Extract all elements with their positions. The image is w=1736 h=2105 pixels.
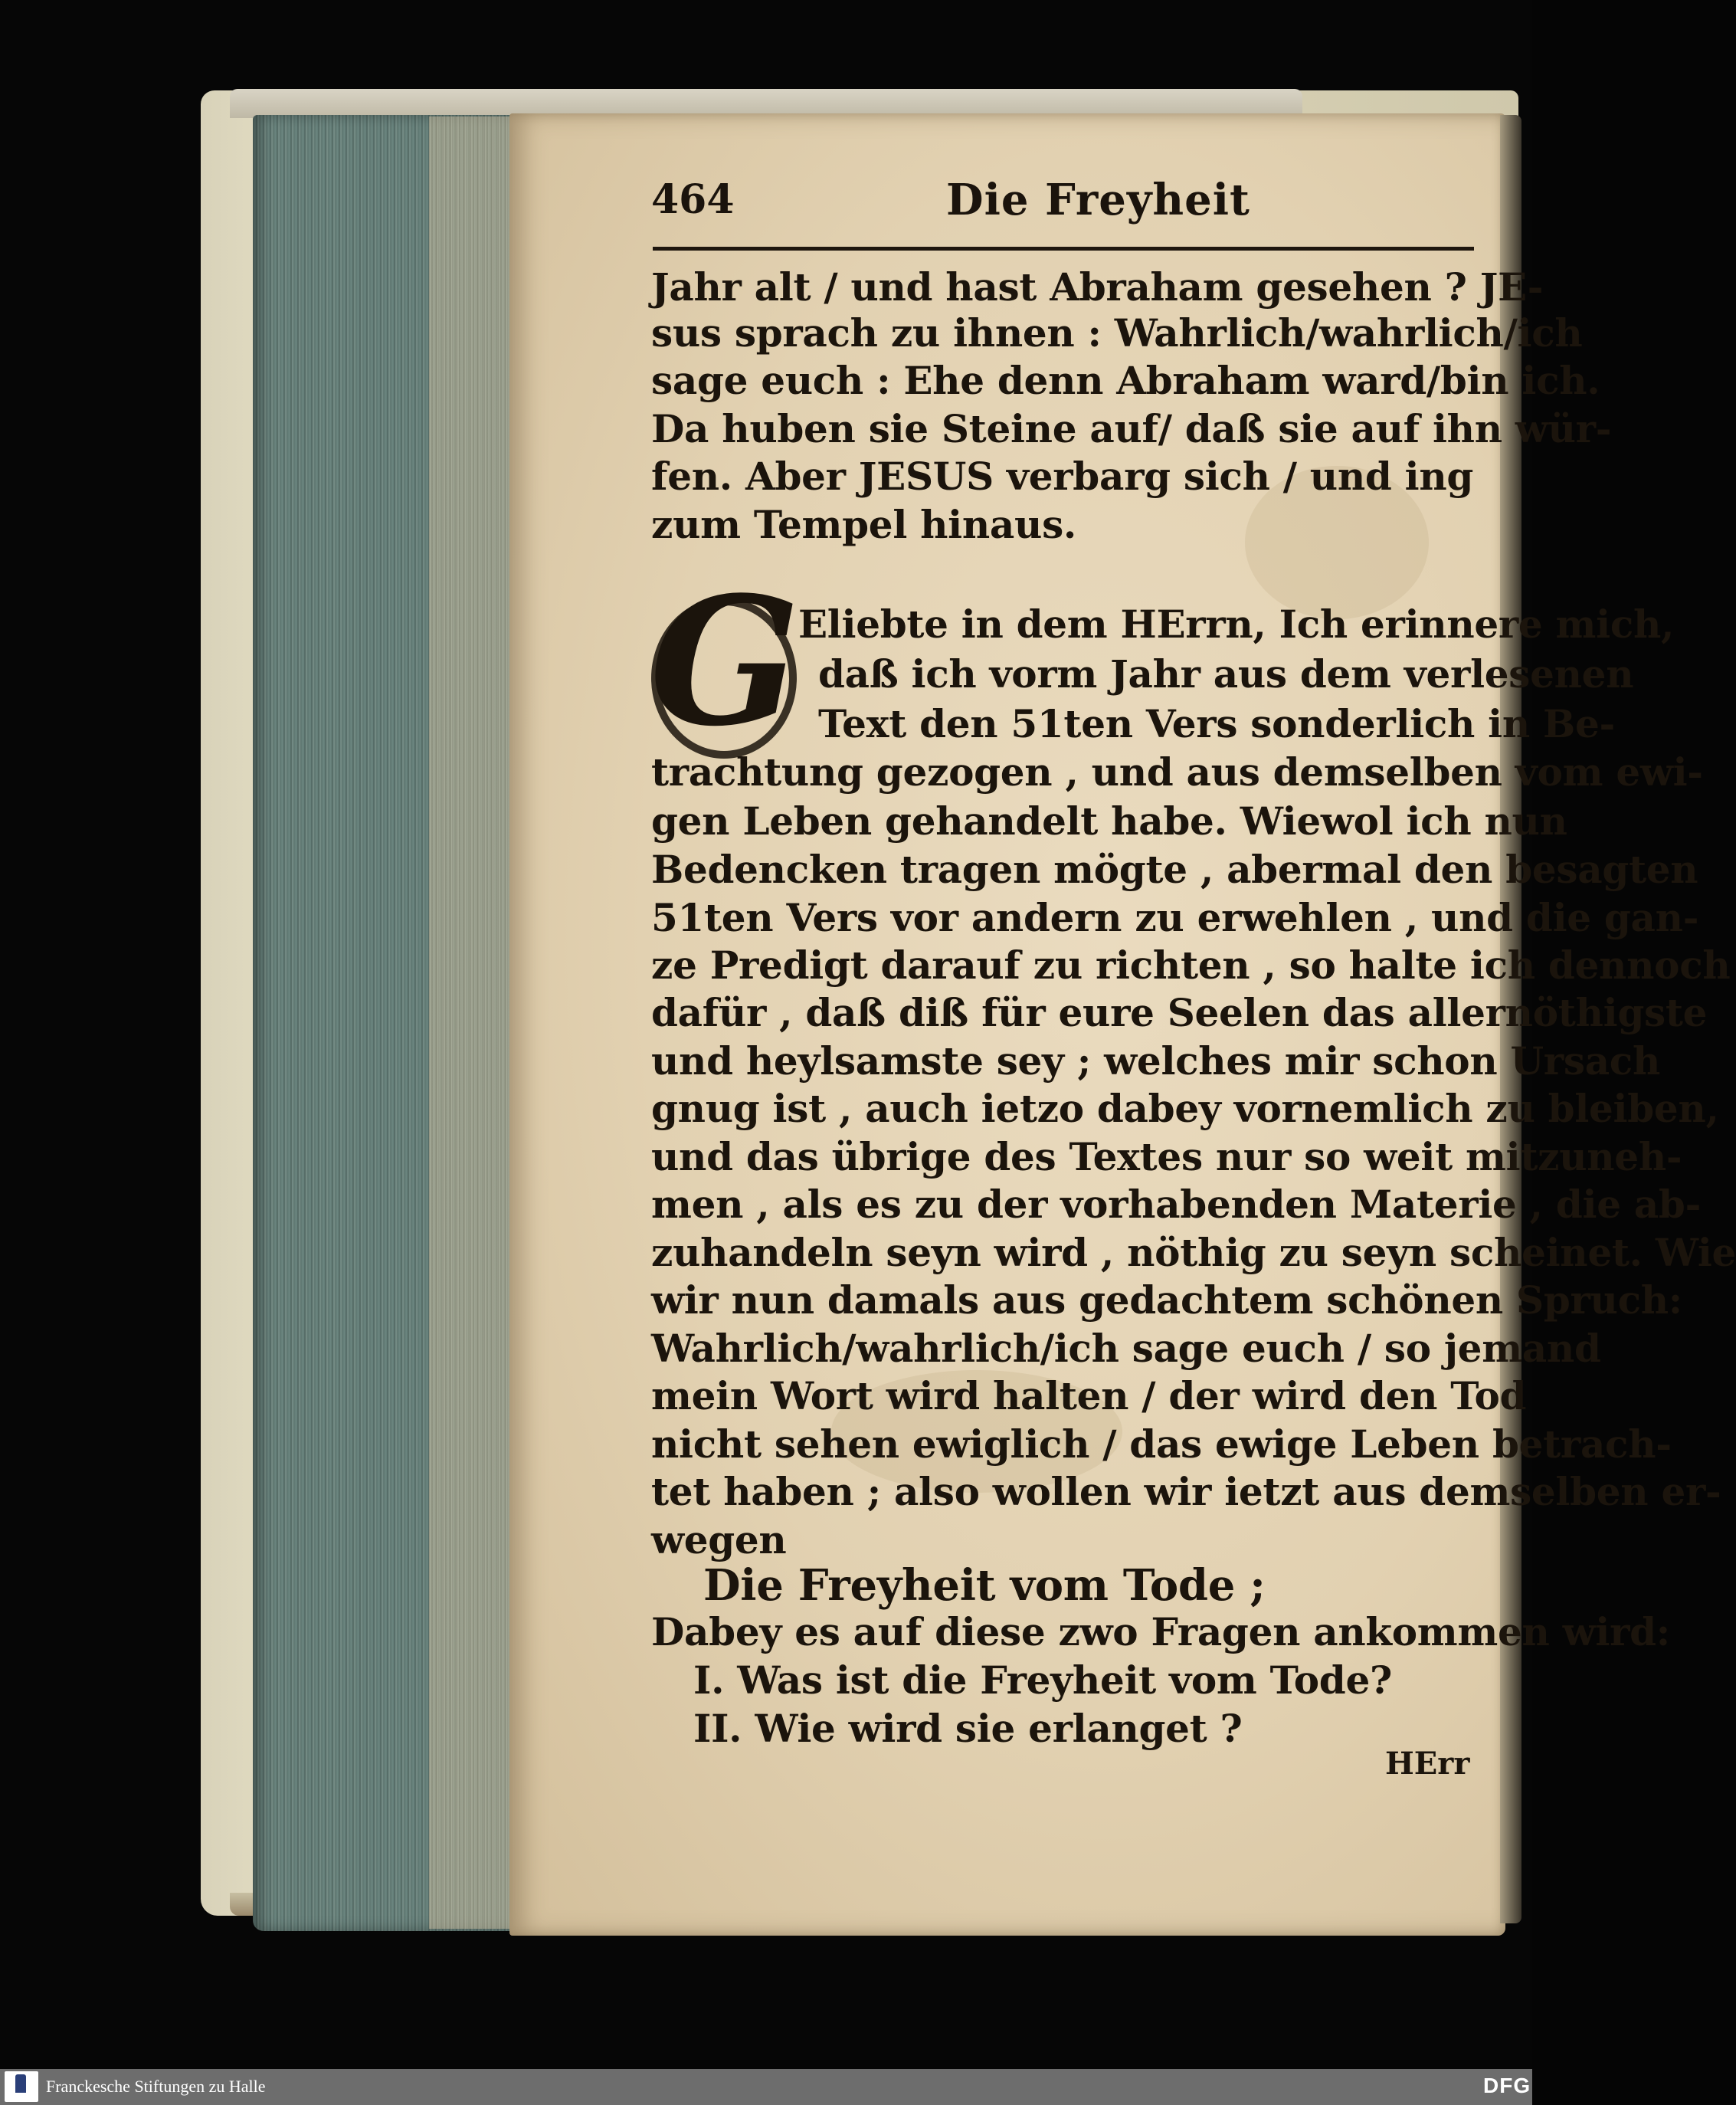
text-line: Eliebte in dem HErrn, Ich erinnere mich, [798,602,1675,647]
institution-label: Franckesche Stiftungen zu Halle [46,2077,266,2096]
intro-line: Dabey es auf diese zwo Fragen ankommen wird: [651,1609,1670,1654]
drop-cap-letter: G [650,559,801,766]
text-line: gnug ist , auch ietzo dabey vornemlich zu bleiben, [651,1086,1719,1131]
text-line: sus sprach zu ihnen : Wahrlich/wahrlich/ich [651,310,1583,356]
text-line: sage euch : Ehe denn Abraham ward/bin ich. [651,358,1600,403]
question-2: II. Wie wird sie erlanget ? [693,1706,1243,1751]
text-line: 51ten Vers vor andern zu erwehlen , und die gan- [651,895,1699,940]
page-number: 464 [651,176,735,223]
institution-logo-mark-icon [15,2074,26,2093]
section-heading: Die Freyheit vom Tode ; [703,1560,1266,1611]
text-line: tet haben ; also wollen wir ietzt aus demselben er- [651,1469,1721,1514]
text-line: mein Wort wird halten / der wird den Tod [651,1373,1527,1418]
text-line: Wahrlich/wahrlich/ich sage euch / so jemand [651,1326,1601,1371]
page-block-inner-edge [429,116,521,1929]
text-line: zum Tempel hinaus. [651,502,1077,547]
catchword: HErr [1385,1746,1470,1782]
dfg-logo: DFG [1483,2074,1531,2097]
text-line: Jahr alt / und hast Abraham gesehen ? JE- [651,264,1544,310]
text-line: daß ich vorm Jahr aus dem verlesenen [818,651,1634,697]
text-line: und das übrige des Textes nur so weit mitzuneh- [651,1134,1682,1179]
text-line: dafür , daß diß für eure Seelen das allernöthigste [651,990,1708,1035]
text-line: men , als es zu der vorhabenden Materie , die ab- [651,1182,1702,1227]
text-line: trachtung gezogen , und aus demselben vom ewi- [651,749,1703,795]
text-line: Text den 51ten Vers sonderlich in Be- [818,701,1615,746]
text-line: wegen [651,1517,787,1562]
text-line: zuhandeln seyn wird , nöthig zu seyn scheinet. Wie [651,1230,1736,1275]
text-line: wir nun damals aus gedachtem schönen Spruch: [651,1277,1682,1323]
text-line: und heylsamste sey ; welches mir schon Ursach [651,1038,1660,1084]
text-line: Bedencken tragen mögte , abermal den besagten [651,847,1698,892]
text-line: ze Predigt darauf zu richten , so halte ich dennoch [651,943,1731,988]
question-1: I. Was ist die Freyheit vom Tode? [693,1657,1392,1703]
text-line: nicht sehen ewiglich / das ewige Leben betrach- [651,1421,1672,1467]
text-line: fen. Aber JESUS verbarg sich / und ing [651,454,1474,499]
running-title: Die Freyheit [946,175,1250,225]
text-line: gen Leben gehandelt habe. Wiewol ich nun [651,798,1567,844]
text-line: Da huben sie Steine auf/ daß sie auf ihn wür- [651,406,1612,451]
header-rule [653,247,1474,251]
